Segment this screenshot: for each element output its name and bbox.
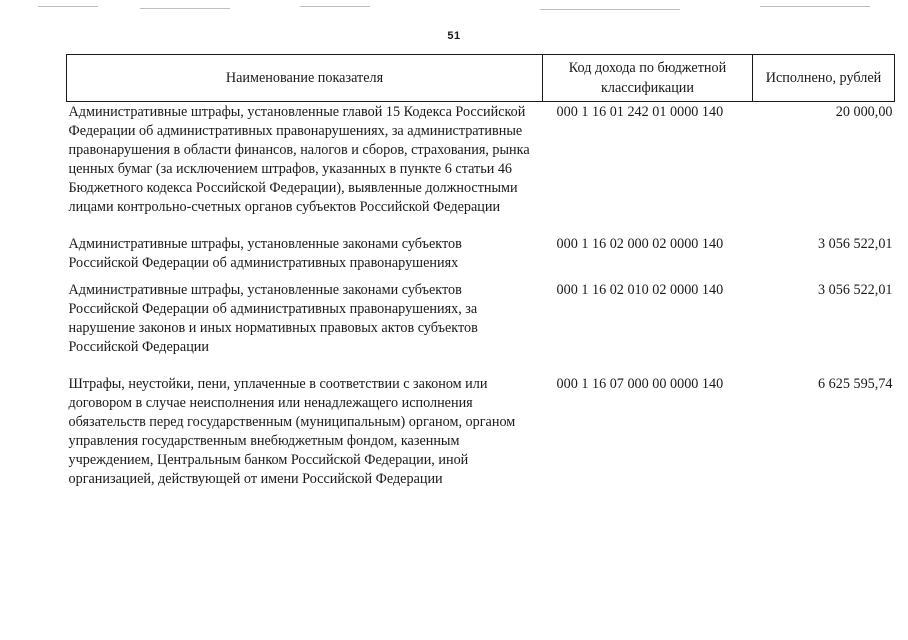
table-row (67, 102, 895, 236)
indicator-name: Административные штрафы, установленные законами субъектов Российской Федерации об административных правонарушениях, за нарушение законов и иных нормативных правовых актов субъектов Российской Федерации (68, 282, 478, 355)
income-code: 000 1 16 07 000 00 0000 140 (556, 376, 724, 392)
scan-artifact (540, 9, 680, 10)
table-row (67, 281, 895, 375)
indicator-name: Административные штрафы, установленные законами субъектов Российской Федерации об административных правонарушениях (68, 236, 462, 271)
header-income-code: Код дохода по бюджетной классификации (543, 55, 753, 102)
table-header-row (67, 55, 895, 102)
scan-artifact (300, 6, 370, 7)
executed-amount: 3 056 522,01 (818, 236, 893, 252)
income-code: 000 1 16 01 242 01 0000 140 (556, 104, 724, 120)
executed-amount: 3 056 522,01 (818, 282, 893, 298)
indicator-name: Штрафы, неустойки, пени, уплаченные в соответствии с законом или договором в случае неисполнения или ненадлежащего исполнения обязательств перед государственным (муниципальным) органом, органом управления государственным внебюджетным фондом, казенным учреждением, Центральным банком Российской Федерации, иной организацией, действующей от имени Российской Федерации (68, 376, 516, 487)
executed-amount: 20 000,00 (835, 104, 893, 120)
income-code: 000 1 16 02 000 02 0000 140 (556, 236, 724, 252)
scan-artifact (140, 8, 230, 9)
scan-artifact (760, 6, 870, 7)
table-row (67, 375, 895, 489)
indicator-name: Административные штрафы, установленные главой 15 Кодекса Российской Федерации об административных правонарушениях, за административные правонарушения в области финансов, налогов и сборов, страхования, рынка ценных бумаг (за исключением штрафов, указанных в пункте 6 статьи 46 Бюджетного кодекса Российской Федерации), выявленные должностными лицами контрольно-счетных органов субъектов Российской Федерации (68, 104, 530, 215)
income-report-table (66, 54, 895, 489)
table-row (67, 235, 895, 281)
scan-artifact (38, 6, 98, 7)
page-number: 51 (447, 30, 461, 42)
executed-amount: 6 625 595,74 (818, 376, 893, 392)
header-indicator-name: Наименование показателя (67, 55, 543, 102)
header-executed: Исполнено, рублей (753, 55, 895, 102)
income-code: 000 1 16 02 010 02 0000 140 (556, 282, 724, 298)
